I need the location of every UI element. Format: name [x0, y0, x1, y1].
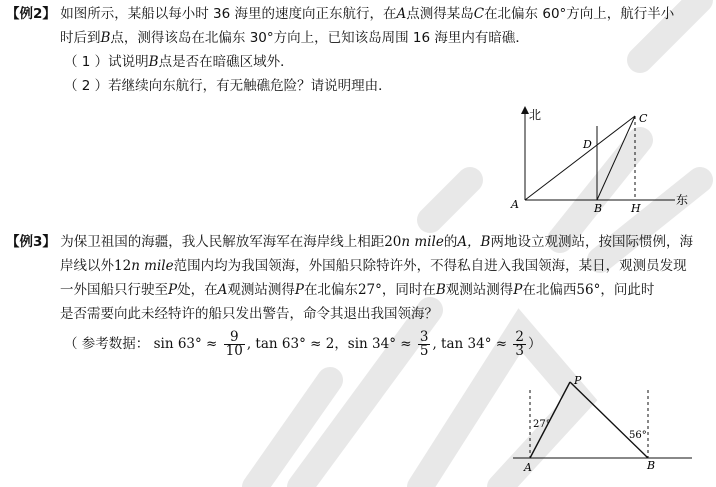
sin63-text: sin 63° ≈	[153, 336, 218, 352]
ex3-line3	[60, 281, 654, 299]
sin34-text: ，sin 34° ≈	[334, 336, 412, 352]
point-A: A	[511, 198, 519, 211]
point-label: B	[435, 282, 446, 298]
fraction-numerator: 2	[515, 328, 524, 345]
point-label: B	[100, 30, 111, 46]
point-A: A	[524, 461, 532, 474]
north-label: 北	[529, 108, 542, 122]
ex3-line4	[60, 305, 438, 323]
point-label: A	[217, 282, 228, 298]
ex3-text: 的	[443, 234, 458, 250]
fraction-numerator: 3	[419, 328, 429, 345]
point-label: P	[294, 282, 304, 298]
fraction-sin63	[224, 328, 245, 359]
ex3-text: ，问此时	[600, 282, 655, 298]
angle-value: 27°	[357, 282, 382, 298]
distance-value: 12	[114, 258, 132, 274]
point-B: B	[594, 202, 603, 215]
ex2-question-1	[64, 53, 294, 71]
ex2-line1	[6, 5, 674, 23]
fraction-tan34	[513, 328, 526, 359]
ex3-line1	[6, 233, 693, 251]
point-H: H	[631, 202, 641, 215]
point-label: P	[513, 282, 523, 298]
ex3-reference-data	[64, 327, 541, 361]
unit-label: n mile	[131, 258, 174, 274]
fraction-sin34	[418, 328, 431, 359]
ex2-text: （ 1 ）试说明	[64, 54, 149, 70]
ex2-figure	[500, 104, 700, 216]
unit-label: n mile	[401, 234, 444, 250]
point-B: B	[647, 459, 656, 472]
ex2-text: 点是否在暗礁区域外．	[158, 54, 294, 70]
ex3-text: 观测站测得	[445, 282, 514, 298]
ex3-text: ，同时在	[381, 282, 436, 298]
ex3-line2	[60, 257, 687, 275]
ex2-text: （ 2 ）若继续向东航行，有无触礁危险？请说明理由．	[64, 78, 392, 94]
ex3-text: 观测站测得	[227, 282, 295, 298]
line-PB	[570, 382, 648, 458]
angle-A-label: 27°	[533, 419, 551, 430]
ex2-text: 点，测得该岛在北偏东 30°方向上，已知该岛周围 16 海里内有暗礁．	[110, 30, 529, 46]
ex2-question-2	[64, 77, 392, 95]
ex3-text: 岸线以外	[60, 258, 114, 274]
ex3-figure	[508, 372, 704, 484]
east-label: 东	[676, 193, 689, 207]
ex3-text: 处，在	[177, 282, 218, 298]
ex2-text: 点测得某岛	[406, 6, 474, 22]
ex3-text: 是否需要向此未经特许的船只发出警告，命令其退出我国领海？	[60, 306, 438, 322]
fraction-denominator: 3	[515, 342, 524, 359]
point-D: D	[583, 138, 592, 151]
point-C: C	[639, 112, 648, 125]
ex2-line2	[60, 29, 529, 47]
tan63-text: , tan 63° ≈ 2	[246, 336, 335, 352]
point-P: P	[574, 374, 582, 387]
ex3-text: 在北偏西	[522, 282, 577, 298]
ex2-text: 时后到	[60, 30, 101, 46]
point-label: A	[396, 6, 407, 22]
fraction-numerator: 9	[224, 331, 245, 345]
distance-value: 20	[384, 234, 402, 250]
ex3-text: 为保卫祖国的海疆，我人民解放军海军在海岸线上相距	[60, 234, 385, 250]
ex2-text: 如图所示，某船以每小时 36 海里的速度向正东航行，在	[60, 6, 397, 22]
line-BC	[597, 116, 635, 200]
ex3-text: 一外国船只行驶至	[60, 282, 168, 298]
tan34-text: , tan 34° ≈	[432, 336, 508, 352]
ex3-text: 在北偏东	[303, 282, 358, 298]
ex2-tag: 【例2】	[6, 6, 56, 22]
ex2-text: 在北偏东 60°方向上，航行半小	[484, 6, 675, 22]
ref-label: （ 参考数据：	[64, 336, 150, 352]
angle-value: 56°	[576, 282, 601, 298]
ex3-tag: 【例3】	[6, 234, 56, 250]
point-label: B	[148, 54, 159, 70]
fraction-denominator: 10	[225, 342, 243, 359]
line-AC	[525, 116, 635, 200]
point-label: C	[473, 6, 485, 22]
ex3-text: 范围内均为我国领海，外国船只除特许外，不得私自进入我国领海，某日，观测员发现	[173, 258, 687, 274]
point-label: A，B	[457, 234, 491, 250]
point-label: P	[168, 282, 178, 298]
ex3-text: 两地设立观测站，按国际惯例，海	[490, 234, 693, 250]
ref-close: ）	[527, 336, 542, 352]
fraction-denominator: 5	[419, 342, 429, 359]
angle-B-label: 56°	[629, 430, 647, 441]
